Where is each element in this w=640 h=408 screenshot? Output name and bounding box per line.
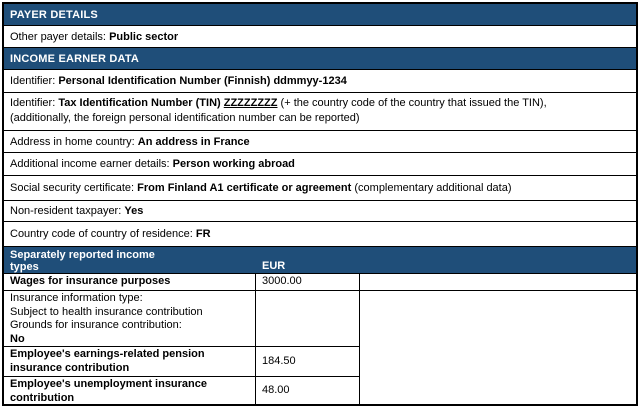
income-row-name: Employee's unemployment insurance contribution bbox=[4, 377, 256, 404]
field-label: Non-resident taxpayer: bbox=[10, 205, 125, 217]
empty-merged-cell bbox=[360, 291, 636, 404]
field-label: Identifier: bbox=[10, 75, 59, 87]
payer-details-header-label: PAYER DETAILS bbox=[10, 8, 98, 21]
row-country-code-of-residence bbox=[4, 222, 636, 247]
field-note: (complementary additional data) bbox=[351, 182, 512, 194]
report-table bbox=[2, 2, 638, 406]
info-line: Insurance information type: bbox=[10, 292, 143, 304]
field-label: Address in home country: bbox=[10, 135, 138, 148]
field-value: Personal Identification Number (Finnish) ddmmyy-1234 bbox=[58, 75, 347, 87]
row-non-resident-taxpayer bbox=[4, 201, 636, 222]
row-additional-income-earner-details bbox=[4, 153, 636, 176]
income-row-amount: 184.50 bbox=[256, 347, 360, 377]
field-value: Yes bbox=[124, 205, 144, 217]
income-types-title-line2: types bbox=[10, 261, 39, 273]
eur-column-label: EUR bbox=[262, 260, 286, 272]
field-value: Public sector bbox=[109, 30, 179, 43]
field-label: Identifier: bbox=[10, 97, 59, 109]
field-value: FR bbox=[195, 228, 211, 240]
income-row-amount: 3000.00 bbox=[256, 274, 360, 291]
field-label: Additional income earner details: bbox=[10, 158, 173, 170]
field-note-line2: (additionally, the foreign personal identification number can be reported) bbox=[10, 112, 360, 124]
income-types-table bbox=[4, 274, 636, 404]
row-identifier-tin bbox=[4, 93, 636, 131]
row-social-security-certificate bbox=[4, 176, 636, 201]
field-value: Tax Identification Number (TIN) bbox=[58, 97, 224, 109]
payer-details-header bbox=[4, 4, 636, 26]
income-types-table-header bbox=[4, 247, 636, 274]
info-line: Subject to health insurance contribution bbox=[10, 305, 203, 318]
field-value: Person working abroad bbox=[172, 158, 295, 170]
field-note: (+ the country code of the country that issued the TIN), bbox=[277, 97, 547, 109]
income-earner-data-header-label: INCOME EARNER DATA bbox=[10, 52, 140, 65]
income-row-name: Employee's earnings-related pension insurance contribution bbox=[4, 347, 256, 377]
empty-cell bbox=[360, 274, 636, 291]
field-label: Other payer details: bbox=[10, 30, 110, 43]
row-address-home-country bbox=[4, 131, 636, 153]
field-value-placeholder: ZZZZZZZZ bbox=[223, 97, 278, 109]
income-earner-data-header bbox=[4, 48, 636, 70]
field-label: Country code of country of residence: bbox=[10, 228, 196, 240]
income-types-title-line1: Separately reported income bbox=[10, 249, 155, 261]
info-line: Grounds for insurance contribution: bbox=[10, 319, 182, 331]
income-row-amount bbox=[256, 291, 360, 347]
field-label: Social security certificate: bbox=[10, 182, 138, 194]
field-value: An address in France bbox=[137, 135, 250, 148]
row-identifier-finnish bbox=[4, 70, 636, 93]
field-value: From Finland A1 certificate or agreement bbox=[137, 182, 352, 194]
info-line-value: No bbox=[10, 332, 25, 345]
income-row-amount: 48.00 bbox=[256, 377, 360, 404]
income-row-name: Wages for insurance purposes bbox=[4, 274, 256, 291]
insurance-information-cell bbox=[4, 291, 256, 347]
row-other-payer-details bbox=[4, 26, 636, 48]
